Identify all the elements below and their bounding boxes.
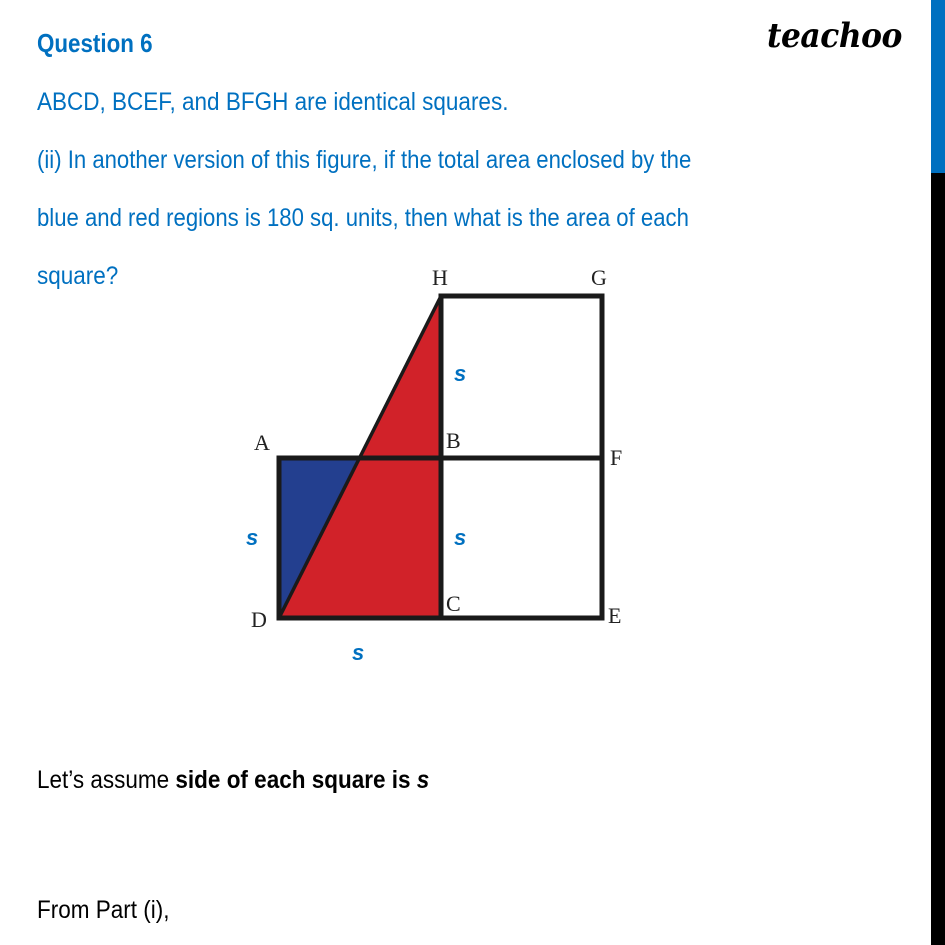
teachoo-logo: teachoo: [767, 16, 902, 56]
square-bcef: [441, 458, 602, 618]
question-line-3: blue and red regions is 180 sq. units, then what is the area of each: [37, 204, 689, 232]
label-h: H: [432, 265, 448, 290]
blue-region: [279, 458, 358, 618]
question-line-2: (ii) In another version of this figure, if the total area enclosed by the: [37, 146, 692, 174]
side-label-bottom: s: [352, 640, 365, 665]
label-d: D: [251, 607, 267, 632]
square-bfgh: [441, 296, 602, 458]
label-g: G: [591, 265, 607, 290]
question-title: Question 6: [37, 28, 153, 58]
assumption-variable: s: [416, 766, 430, 794]
side-label-left: s: [246, 525, 259, 550]
assumption-prefix: Let’s assume: [37, 766, 176, 794]
assumption-bold: side of each square is: [175, 766, 417, 794]
side-label-bh: s: [454, 361, 467, 386]
label-a: A: [254, 430, 270, 455]
red-region: [279, 295, 441, 618]
label-c: C: [446, 591, 461, 616]
label-e: E: [608, 603, 622, 628]
side-label-bc: s: [454, 525, 467, 550]
label-b: B: [446, 428, 461, 453]
diagonal-dh: [279, 296, 441, 618]
side-accent-bar-blue: [931, 0, 945, 173]
assumption-line: [37, 766, 429, 795]
side-accent-bar-black: [931, 173, 945, 945]
question-line-4: square?: [37, 262, 119, 290]
square-abcd: [279, 458, 441, 618]
from-part-line: From Part (i),: [37, 896, 170, 924]
question-line-1: ABCD, BCEF, and BFGH are identical squares.: [37, 88, 509, 116]
label-f: F: [610, 445, 623, 470]
